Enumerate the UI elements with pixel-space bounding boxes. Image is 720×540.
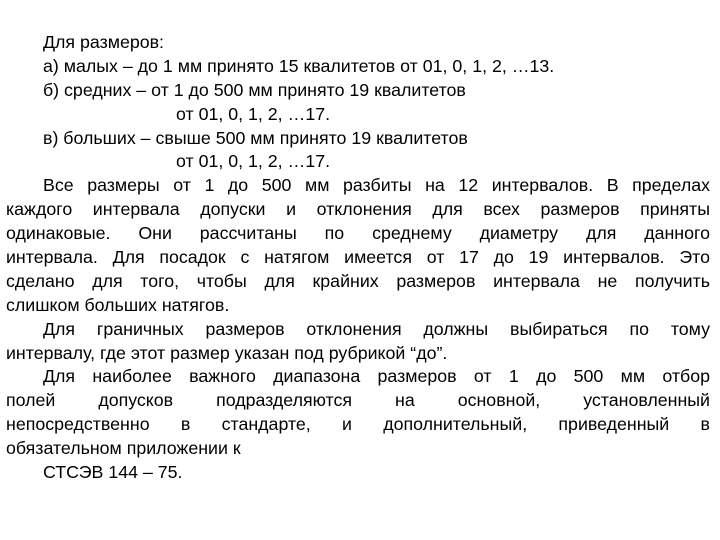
text-line-paragraph-3: полей допусков подразделяются на основной, установленный [6, 390, 710, 411]
text-line-standard-reference: СТСЭВ 144 – 75. [43, 462, 183, 483]
text-line-item-b-range: от 01, 0, 1, 2, …17. [176, 103, 331, 124]
text-line-paragraph-1: одинаковые. Они рассчитаны по среднему диаметру для данного [6, 223, 710, 244]
text-line-paragraph-3-end: обязательном приложении к [6, 438, 241, 459]
text-line-paragraph-2-end: интервалу, где этот размер указан под рубрикой “до”. [6, 342, 448, 363]
text-line-paragraph-3: непосредственно в стандарте, и дополнительный, приведенный в [6, 414, 710, 435]
text-line-paragraph-1: каждого интервала допуски и отклонения для всех размеров приняты [6, 199, 710, 220]
text-line-paragraph-1: интервала. Для посадок с натягом имеется от 17 до 19 интервалов. Это [6, 247, 710, 268]
text-line-item-b: б) средних – от 1 до 500 мм принято 19 квалитетов [43, 79, 466, 100]
text-line-heading: Для размеров: [43, 32, 164, 52]
text-line-paragraph-1-end: слишком больших натягов. [6, 294, 230, 315]
text-line-paragraph-1: Все размеры от 1 до 500 мм разбиты на 12 интервалов. В пределах [43, 175, 710, 196]
text-line-paragraph-3: Для наиболее важного диапазона размеров от 1 до 500 мм отбор [43, 366, 710, 387]
text-line-item-c: в) больших – свыше 500 мм принято 19 квалитетов [43, 127, 468, 148]
text-line-item-c-range: от 01, 0, 1, 2, …17. [176, 151, 331, 172]
text-line-paragraph-2: Для граничных размеров отклонения должны выбираться по тому [43, 318, 710, 339]
document-text [6, 31, 710, 485]
text-line-paragraph-1: сделано для того, чтобы для крайних размеров интервала не получить [6, 270, 710, 291]
text-line-item-a: а) малых – до 1 мм принято 15 квалитетов от 01, 0, 1, 2, …13. [43, 55, 555, 76]
